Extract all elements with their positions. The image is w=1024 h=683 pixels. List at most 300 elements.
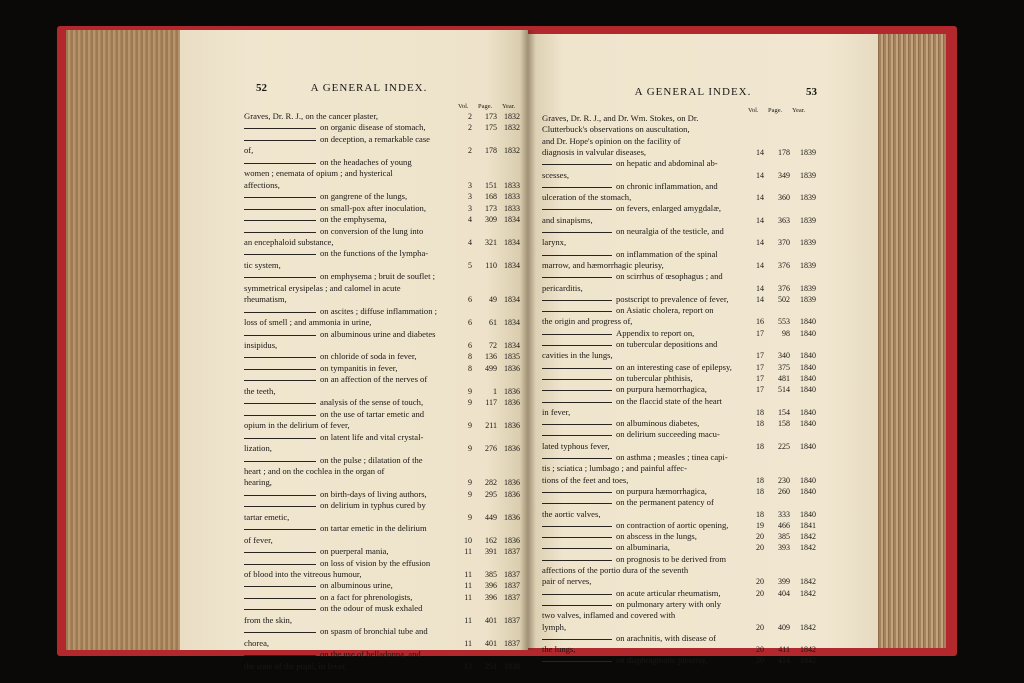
- index-entry: [528, 542, 878, 553]
- entry-text: tartar emetic,: [244, 511, 290, 522]
- entry-page: 260: [778, 486, 790, 496]
- entry-vol: 11: [464, 592, 472, 602]
- ditto-dash: [542, 560, 612, 561]
- entry-text: on the emphysema,: [320, 214, 387, 225]
- index-entry: [180, 363, 528, 374]
- ditto-dash: [244, 609, 316, 610]
- entry-vol: 18: [756, 486, 764, 496]
- entry-page: 162: [485, 535, 497, 545]
- entry-text: on an interesting case of epilepsy,: [616, 361, 732, 372]
- index-entry: [180, 168, 528, 179]
- entry-page: 399: [778, 577, 790, 587]
- ditto-dash: [542, 661, 612, 662]
- entry-vol: 9: [468, 386, 472, 396]
- year-header: Year.: [792, 107, 806, 114]
- right-page-number: 53: [806, 86, 817, 98]
- entry-year: 1836: [504, 489, 520, 499]
- entry-text: on birth-days of living authors,: [320, 488, 427, 499]
- index-entry: [180, 283, 528, 294]
- entry-text: on albuminous urine,: [320, 580, 393, 591]
- entry-text: on albuminaria,: [616, 542, 670, 553]
- index-entry: [528, 226, 878, 237]
- entry-year: 1841: [800, 520, 816, 530]
- index-entry: [180, 638, 528, 649]
- ditto-dash: [244, 128, 316, 129]
- index-entry: [180, 374, 528, 385]
- entry-text: on asthma ; measles ; tinea capi-: [616, 452, 728, 462]
- entry-year: 1840: [800, 441, 816, 451]
- left-page-edges: [66, 30, 184, 650]
- entry-text: on the permanent patency of: [616, 497, 714, 508]
- entry-text: on diaphragmatic pleurisy,: [616, 655, 708, 666]
- entry-year: 1839: [800, 170, 816, 180]
- entry-page: 178: [485, 146, 497, 156]
- entry-year: 1836: [504, 421, 520, 431]
- entry-vol: 20: [756, 543, 764, 553]
- right-page-edges: [874, 34, 946, 648]
- entry-page: 414: [778, 656, 790, 666]
- entry-text: analysis of the sense of touch,: [320, 397, 424, 408]
- entry-year: 1840: [800, 328, 816, 338]
- ditto-dash: [542, 492, 612, 493]
- index-entry: [180, 351, 528, 362]
- entry-page: 553: [778, 317, 790, 327]
- entry-vol: 3: [468, 203, 472, 213]
- entry-text: and sinapisms,: [542, 214, 593, 225]
- entry-text: tis ; sciatica ; lumbago ; and painful affec-: [542, 463, 687, 474]
- entry-text: on delirium succeeding macu-: [616, 429, 720, 440]
- entry-page: 225: [778, 441, 790, 451]
- entry-text: ulceration of the stomach,: [542, 192, 632, 203]
- index-entry: [528, 622, 878, 633]
- entry-year: 1836: [504, 386, 520, 396]
- entry-year: 1837: [504, 638, 520, 648]
- index-entry: [180, 294, 528, 305]
- entry-text: larynx,: [542, 237, 567, 248]
- index-entry: [180, 111, 528, 122]
- entry-text: and Dr. Hope's opinion on the facility of: [542, 135, 681, 146]
- index-entry: [180, 661, 528, 672]
- entry-text: lymph,: [542, 621, 567, 632]
- index-entry: [180, 569, 528, 580]
- entry-text: postscript to prevalence of fever,: [616, 293, 729, 304]
- index-entry: [528, 531, 878, 542]
- entry-vol: 14: [756, 170, 764, 180]
- ditto-dash: [542, 639, 612, 640]
- entry-page: 396: [485, 592, 497, 602]
- entry-text: tions of the feet and toes,: [542, 474, 629, 485]
- entry-page: 466: [778, 520, 790, 530]
- index-entry: [180, 122, 528, 133]
- index-entry: [180, 134, 528, 145]
- index-entry: [528, 655, 878, 666]
- index-entry: [528, 350, 878, 361]
- ditto-dash: [244, 438, 316, 439]
- entry-year: 1834: [504, 260, 520, 270]
- ditto-dash: [542, 594, 612, 595]
- book-gutter: [520, 30, 536, 650]
- entry-page: 370: [778, 238, 790, 248]
- entry-text: women ; enemata of opium ; and hysterical: [244, 168, 393, 179]
- index-entry: [180, 329, 528, 340]
- ditto-dash: [244, 403, 316, 404]
- entry-vol: 8: [468, 352, 472, 362]
- left-running-title: A GENERAL INDEX.: [310, 82, 428, 94]
- entry-page: 363: [778, 215, 790, 225]
- ditto-dash: [542, 345, 612, 346]
- index-entry: [528, 158, 878, 169]
- entry-text: the state of the pupil, in fever,: [244, 660, 347, 671]
- index-entry: [180, 500, 528, 511]
- ditto-dash: [542, 277, 612, 278]
- entry-text: on the use of belladonna, and: [320, 649, 421, 660]
- entry-text: affections of the portio dura of the seventh: [542, 565, 689, 575]
- ditto-dash: [542, 503, 612, 504]
- index-entry: [180, 409, 528, 420]
- entry-text: on chloride of soda in fever,: [320, 351, 417, 362]
- entry-page: 295: [485, 489, 497, 499]
- ditto-dash: [244, 506, 316, 507]
- entry-text: Graves, Dr. R. J., and Dr. Wm. Stokes, on Dr.: [542, 113, 699, 123]
- entry-year: 1842: [800, 588, 816, 598]
- index-entry: [180, 157, 528, 168]
- ditto-dash: [542, 164, 612, 165]
- entry-text: an encephaloid substance,: [244, 236, 334, 247]
- index-entry: [180, 180, 528, 191]
- entry-vol: 9: [468, 512, 472, 522]
- index-entry: [528, 181, 878, 192]
- ditto-dash: [244, 415, 316, 416]
- index-entry: [528, 429, 878, 440]
- entry-year: 1837: [504, 592, 520, 602]
- ditto-dash: [244, 209, 316, 210]
- entry-page: 276: [485, 444, 497, 454]
- index-entry: [528, 396, 878, 407]
- ditto-dash: [244, 529, 316, 530]
- index-entry: [528, 418, 878, 429]
- entry-page: 49: [489, 295, 497, 305]
- entry-text: affections,: [244, 179, 280, 190]
- entry-text: on loss of vision by the effusion: [320, 557, 431, 568]
- entry-vol: 14: [756, 294, 764, 304]
- index-entry: [180, 649, 528, 660]
- entry-page: 385: [485, 570, 497, 579]
- entry-page: 117: [485, 398, 497, 408]
- entry-year: 1839: [800, 193, 816, 203]
- ditto-dash: [542, 311, 612, 312]
- entry-vol: 18: [756, 419, 764, 429]
- vol-header: Vol.: [458, 103, 469, 110]
- entry-page: 136: [485, 352, 497, 362]
- entry-text: on tympanitis in fever,: [320, 362, 398, 373]
- entry-vol: 11: [464, 581, 472, 591]
- index-entry: [180, 226, 528, 237]
- entry-text: the origin and progress of,: [542, 316, 633, 327]
- index-entry: [180, 248, 528, 259]
- entry-text: diagnosis in valvular diseases,: [542, 146, 647, 157]
- index-entry: [528, 328, 878, 339]
- index-entry: [528, 486, 878, 497]
- index-entry: [180, 535, 528, 546]
- entry-text: on the pulse ; dilatation of the: [320, 454, 423, 465]
- entry-vol: 13: [464, 661, 472, 671]
- index-entry: [180, 260, 528, 271]
- index-entry: [528, 509, 878, 520]
- index-entry: [528, 475, 878, 486]
- entry-text: Clutterbuck's observations on auscultation,: [542, 124, 690, 135]
- entry-vol: 9: [468, 478, 472, 488]
- entry-vol: 2: [468, 123, 472, 133]
- entry-page: 72: [489, 341, 497, 350]
- entry-vol: 20: [756, 588, 764, 598]
- index-entry: [180, 237, 528, 248]
- entry-vol: 11: [464, 638, 472, 648]
- left-page-number: 52: [256, 82, 267, 94]
- entry-vol: 14: [756, 283, 764, 293]
- entry-text: on an affection of the nerves of: [320, 374, 428, 385]
- ditto-dash: [542, 379, 612, 380]
- entry-text: on albuminous urine and diabetes: [320, 328, 436, 339]
- entry-text: on the functions of the lympha-: [320, 248, 429, 259]
- ditto-dash: [244, 655, 316, 656]
- entry-vol: 5: [468, 260, 472, 270]
- entry-vol: 18: [756, 407, 764, 417]
- entry-vol: 10: [464, 535, 472, 545]
- index-entry: [180, 603, 528, 614]
- index-entry: [528, 192, 878, 203]
- index-entry: [180, 580, 528, 591]
- entry-page: 178: [778, 147, 790, 157]
- entry-year: 1842: [800, 656, 816, 666]
- entry-vol: 2: [468, 112, 472, 121]
- entry-year: 1836: [504, 535, 520, 545]
- entry-year: 1836: [504, 478, 520, 488]
- ditto-dash: [244, 357, 316, 358]
- entry-vol: 20: [756, 656, 764, 666]
- entry-text: hearing,: [244, 477, 272, 488]
- entry-year: 1840: [800, 373, 816, 383]
- index-entry: [180, 477, 528, 488]
- entry-text: on delirium in typhus cured by: [320, 500, 426, 511]
- entry-text: marrow, and hæmorrhagic pleurisy,: [542, 259, 664, 270]
- entry-page: 158: [778, 419, 790, 429]
- entry-year: 1836: [504, 512, 520, 522]
- ditto-dash: [542, 232, 612, 233]
- entry-year: 1834: [504, 295, 520, 305]
- index-entry: [528, 373, 878, 384]
- entry-year: 1839: [800, 238, 816, 248]
- ditto-dash: [244, 598, 316, 599]
- entry-page: 360: [778, 193, 790, 203]
- entry-vol: 4: [468, 215, 472, 225]
- entry-vol: 14: [756, 193, 764, 203]
- entry-text: opium in the delirium of fever,: [244, 420, 350, 431]
- entry-page: 499: [485, 363, 497, 373]
- index-entry: [180, 317, 528, 328]
- entry-page: 396: [485, 581, 497, 591]
- ditto-dash: [542, 537, 612, 538]
- index-entry: [528, 294, 878, 305]
- entry-page: 401: [485, 638, 497, 648]
- index-entry: [528, 260, 878, 271]
- index-entry: [528, 237, 878, 248]
- entry-year: 1836: [504, 363, 520, 373]
- ditto-dash: [244, 335, 316, 336]
- index-entry: [180, 558, 528, 569]
- index-entry: [528, 554, 878, 565]
- entry-year: 1840: [800, 407, 816, 417]
- ditto-dash: [244, 254, 316, 255]
- index-entry: [180, 271, 528, 282]
- entry-text: of,: [244, 145, 254, 156]
- entry-text: on a fact for phrenologists,: [320, 591, 413, 602]
- entry-text: heart ; and on the cochlea in the organ of: [244, 465, 385, 476]
- entry-text: on abscess in the lungs,: [616, 531, 697, 542]
- right-running-title: A GENERAL INDEX.: [634, 86, 752, 98]
- index-entry: [528, 497, 878, 508]
- entry-vol: 14: [756, 215, 764, 225]
- entry-text: the aortic valves,: [542, 508, 601, 519]
- entry-vol: 11: [464, 615, 472, 625]
- ditto-dash: [542, 526, 612, 527]
- entry-text: on Asiatic cholera, report on: [616, 305, 714, 316]
- entry-text: on inflammation of the spinal: [616, 248, 718, 259]
- entry-text: rheumatism,: [244, 294, 287, 305]
- index-entry: [528, 124, 878, 135]
- entry-text: on deception, a remarkable case: [320, 133, 430, 144]
- entry-year: 1832: [504, 112, 520, 121]
- ditto-dash: [244, 197, 316, 198]
- entry-page: 375: [778, 362, 790, 372]
- entry-text: lization,: [244, 443, 272, 454]
- entry-year: 1842: [800, 532, 816, 542]
- entry-text: on puerperal mania,: [320, 546, 389, 557]
- index-entry: [528, 452, 878, 463]
- entry-page: 502: [778, 294, 790, 304]
- index-entry: [528, 599, 878, 610]
- entry-page: 376: [778, 260, 790, 270]
- right-page-header: [528, 86, 878, 100]
- entry-vol: 6: [468, 318, 472, 328]
- entry-text: on pulmonary artery with only: [616, 598, 722, 609]
- entry-year: 1840: [800, 317, 816, 327]
- entry-year: 1834: [504, 341, 520, 350]
- index-entry: [528, 610, 878, 621]
- index-entry: [180, 592, 528, 603]
- entry-page: 175: [485, 123, 497, 133]
- entry-year: 1836: [504, 398, 520, 408]
- index-entry: [180, 546, 528, 557]
- entry-text: scesses,: [542, 169, 569, 180]
- entry-page: 251: [485, 661, 497, 671]
- entry-vol: 9: [468, 489, 472, 499]
- entry-vol: 11: [464, 570, 472, 579]
- entry-text: on organic disease of stomach,: [320, 122, 426, 133]
- ditto-dash: [244, 232, 316, 233]
- entry-year: 1834: [504, 215, 520, 225]
- index-entry: [528, 339, 878, 350]
- entry-text: on latent life and vital crystal-: [320, 431, 424, 442]
- ditto-dash: [244, 163, 316, 164]
- index-entry: [528, 384, 878, 395]
- entry-text: on ascites ; diffuse inflammation ;: [320, 305, 438, 316]
- entry-text: on the odour of musk exhaled: [320, 603, 423, 614]
- entry-text: on emphysema ; bruit de souflet ;: [320, 271, 436, 282]
- entry-page: 168: [485, 192, 497, 202]
- entry-text: Graves, Dr. R. J., on the cancer plaster,: [244, 111, 379, 121]
- entry-text: on conversion of the lung into: [320, 225, 424, 236]
- entry-text: on the headaches of young: [320, 156, 412, 167]
- entry-text: from the skin,: [244, 614, 292, 625]
- index-entry: [180, 489, 528, 500]
- entry-vol: 9: [468, 398, 472, 408]
- entry-text: on scirrhus of œsophagus ; and: [616, 271, 723, 282]
- entry-text: lated typhous fever,: [542, 440, 610, 451]
- entry-vol: 2: [468, 146, 472, 156]
- entry-text: the teeth,: [244, 385, 276, 396]
- entry-page: 340: [778, 351, 790, 361]
- index-entry: [528, 147, 878, 158]
- entry-page: 514: [778, 385, 790, 395]
- ditto-dash: [244, 369, 316, 370]
- entry-page: 309: [485, 215, 497, 225]
- entry-year: 1839: [800, 215, 816, 225]
- entry-page: 173: [485, 203, 497, 213]
- entry-year: 1837: [504, 547, 520, 557]
- entry-page: 404: [778, 588, 790, 598]
- entry-vol: 20: [756, 645, 764, 655]
- index-entry: [180, 306, 528, 317]
- ditto-dash: [542, 390, 612, 391]
- entry-year: 1838: [504, 661, 520, 671]
- index-entry: [528, 362, 878, 373]
- entry-year: 1837: [504, 570, 520, 579]
- index-entry: [528, 113, 878, 124]
- index-entry: [180, 615, 528, 626]
- entry-year: 1834: [504, 237, 520, 247]
- left-page-header: [180, 82, 528, 96]
- index-entry: [528, 565, 878, 576]
- entry-vol: 4: [468, 237, 472, 247]
- entry-page: 376: [778, 283, 790, 293]
- entry-year: 1836: [504, 444, 520, 454]
- index-entry: [180, 626, 528, 637]
- ditto-dash: [542, 255, 612, 256]
- ditto-dash: [542, 458, 612, 459]
- entry-text: on acute articular rheumatism,: [616, 587, 721, 598]
- ditto-dash: [542, 368, 612, 369]
- entry-vol: 14: [756, 147, 764, 157]
- index-entry: [180, 432, 528, 443]
- entry-vol: 9: [468, 421, 472, 431]
- ditto-dash: [542, 424, 612, 425]
- ditto-dash: [244, 380, 316, 381]
- entry-vol: 6: [468, 295, 472, 305]
- index-entry: [528, 407, 878, 418]
- entry-text: tic system,: [244, 259, 281, 270]
- entry-page: 151: [485, 180, 497, 190]
- entry-year: 1839: [800, 283, 816, 293]
- entry-text: on tubercular depositions and: [616, 339, 718, 349]
- entry-year: 1842: [800, 645, 816, 655]
- index-entry: [528, 203, 878, 214]
- left-page: [180, 30, 528, 671]
- ditto-dash: [244, 495, 316, 496]
- entry-text: on spasm of bronchial tube and: [320, 626, 428, 637]
- entry-page: 173: [485, 112, 497, 121]
- entry-vol: 11: [464, 547, 472, 557]
- entry-year: 1837: [504, 615, 520, 625]
